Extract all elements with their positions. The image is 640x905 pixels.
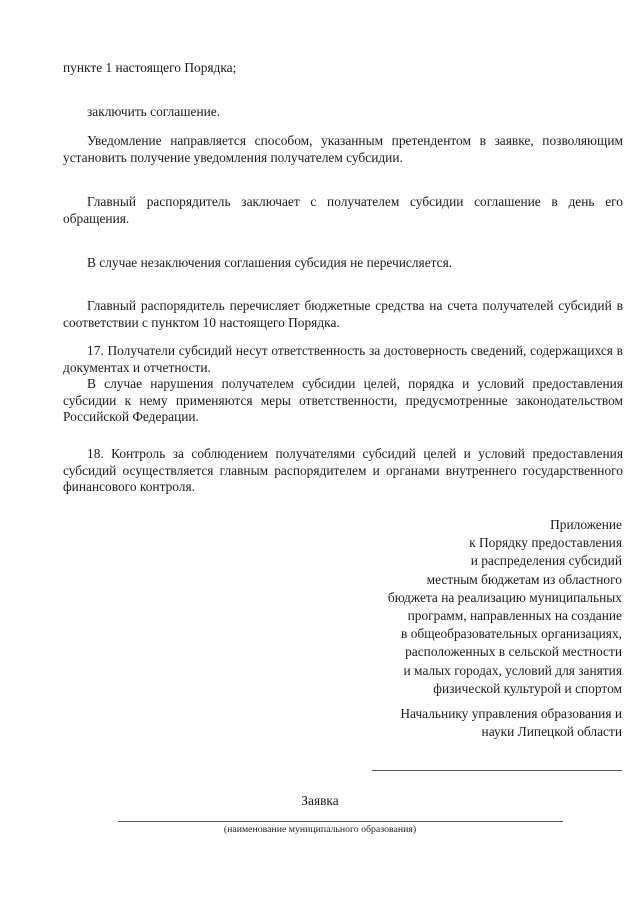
paragraph-notification: Уведомление направляется способом, указанным претендентом в заявке, позволяющим установить получение уведомления получателем субсидии.: [63, 133, 623, 165]
appendix-line: к Порядку предоставления: [469, 535, 622, 551]
paragraph-no-agreement: В случае незаключения соглашения субсидия не перечисляется.: [87, 255, 453, 270]
appendix-line: бюджета на реализацию муниципальных: [387, 589, 622, 605]
paragraph-agreement-day: Главный распорядитель заключает с получателем субсидии соглашение в день его обращения.: [63, 194, 623, 226]
appendix-line: Приложение: [550, 517, 622, 532]
appendix-line: в общеобразовательных организациях,: [401, 626, 622, 642]
municipality-caption: (наименование муниципального образования): [223, 824, 417, 835]
paragraph-violation: В случае нарушения получателем субсидии целей, порядка и условий предоставления субсидии к нему применяются меры ответственности, предусмотренные законодательством Российской Федерации.: [63, 376, 623, 424]
paragraph-continuation: пункте 1 настоящего Порядка;: [63, 60, 237, 75]
form-title: Заявка: [301, 793, 339, 808]
appendix-line: расположенных в сельской местности: [405, 644, 622, 660]
municipality-fill-line: [118, 821, 563, 822]
paragraph-transfer-funds: Главный распорядитель перечисляет бюджетные средства на счета получателей субсидий в соответствии с пунктом 10 настоящего Порядка.: [63, 298, 623, 330]
appendix-line: и малых городах, условий для занятия: [403, 662, 622, 678]
paragraph-17-responsibility: 17. Получатели субсидий несут ответственность за достоверность сведений, содержащихся в документах и отчетности.: [63, 343, 623, 375]
appendix-line: физической культурой и спортом: [433, 680, 622, 696]
appendix-line: программ, направленных на создание: [407, 608, 622, 624]
appendix-heading: [292, 516, 622, 698]
signature-line: [372, 770, 622, 771]
addressee-line: науки Липецкой области: [481, 724, 622, 740]
paragraph-conclude-agreement: заключить соглашение.: [87, 104, 221, 119]
appendix-line: и распределения субсидий: [470, 553, 622, 569]
paragraph-18-control: 18. Контроль за соблюдением получателями субсидий целей и условий предоставления субсидий осуществляется главным распорядителем и органами внутреннего государственного финансового контроля.: [63, 446, 623, 494]
appendix-line: местным бюджетам из областного: [426, 571, 622, 587]
addressee-block: [292, 705, 622, 741]
addressee-line: Начальнику управления образования и: [400, 706, 622, 721]
